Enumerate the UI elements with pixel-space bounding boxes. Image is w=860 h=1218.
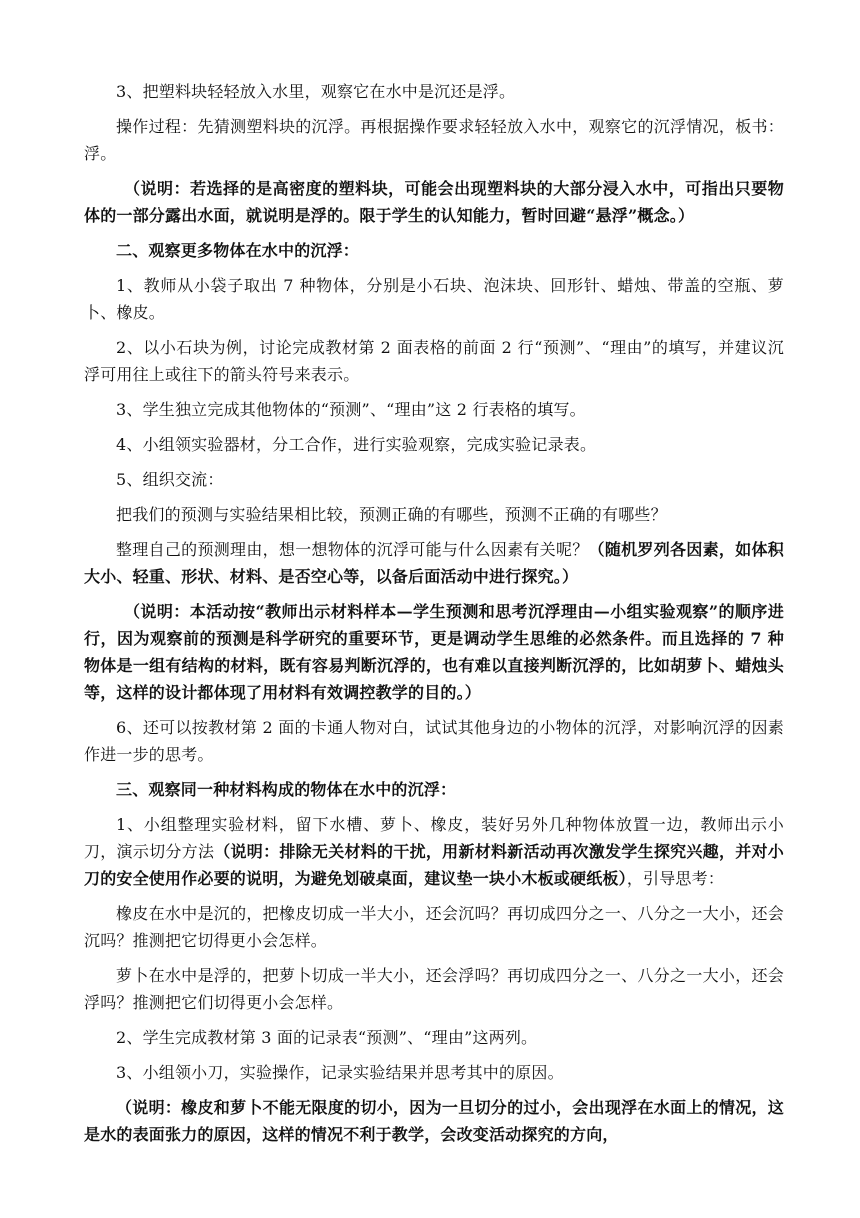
paragraph-radish: 萝卜在水中是浮的，把萝卜切成一半大小，还会浮吗？再切成四分之一、八分之一大小，还会浮吗？推测把它们切得更小会怎样。: [84, 966, 784, 1012]
paragraph-reasons: [84, 536, 784, 590]
paragraph-discussion: 2、以小石块为例，讨论完成教材第 2 面表格的前面 2 行“预测”、“理由”的填写，并建议沉浮可用往上或往下的箭头符号来表示。: [84, 338, 784, 384]
document-page: [84, 78, 784, 1156]
section-heading-2: 二、观察更多物体在水中的沉浮：: [116, 241, 360, 260]
paragraph-eraser: 橡皮在水中是沉的，把橡皮切成一半大小，还会沉吗？再切成四分之一、八分之一大小，还会沉吗？推测把它切得更小会怎样。: [84, 904, 784, 950]
note-surface-tension: （说明：橡皮和萝卜不能无限度的切小，因为一旦切分的过小，会出现浮在水面上的情况，这是水的表面张力的原因，这样的情况不利于教学，会改变活动探究的方向，: [84, 1098, 784, 1144]
paragraph-knife: 3、小组领小刀，实验操作，记录实验结果并思考其中的原因。: [116, 1063, 564, 1082]
paragraph-cartoon: 6、还可以按教材第 2 面的卡通人物对白，试试其他身边的小物体的沉浮，对影响沉浮的因素作进一步的思考。: [84, 718, 784, 764]
paragraph-compare: 把我们的预测与实验结果相比较，预测正确的有哪些，预测不正确的有哪些？: [116, 505, 667, 524]
note-plastic-block: （说明：若选择的是高密度的塑料块，可能会出现塑料块的大部分浸入水中，可指出只要物体的一部分露出水面，就说明是浮的。限于学生的认知能力，暂时回避“悬浮”概念。）: [84, 179, 784, 225]
paragraph-materials: [84, 811, 784, 892]
paragraph-procedure: 操作过程：先猜测塑料块的沉浮。再根据操作要求轻轻放入水中，观察它的沉浮情况，板书：浮。: [84, 117, 784, 163]
paragraph-record-table: 2、学生完成教材第 3 面的记录表“预测”、“理由”这两列。: [116, 1028, 538, 1047]
reasons-question: 整理自己的预测理由，想一想物体的沉浮可能与什么因素有关呢？: [116, 540, 589, 559]
materials-tail: ，引导思考：: [626, 869, 725, 888]
paragraph-group-experiment: 4、小组领实验器材，分工合作，进行实验观察，完成实验记录表。: [116, 435, 597, 454]
materials-note: （说明：排除无关材料的干扰，用新材料新活动再次激发学生探究兴趣，并对小刀的安全使用作必要的说明，为避免划破桌面，建议垫一块小木板或硬纸板）: [84, 842, 784, 888]
paragraph-step3: 3、把塑料块轻轻放入水里，观察它在水中是沉还是浮。: [116, 82, 516, 101]
paragraph-exchange: 5、组织交流：: [116, 470, 224, 489]
paragraph-objects: 1、教师从小袋子取出 7 种物体，分别是小石块、泡沫块、回形针、蜡烛、带盖的空瓶、萝卜、橡皮。: [84, 276, 784, 322]
section-heading-3: 三、观察同一种材料构成的物体在水中的沉浮：: [116, 780, 457, 799]
paragraph-student-fill: 3、学生独立完成其他物体的“预测”、“理由”这 2 行表格的填写。: [116, 400, 586, 419]
materials-text: 1、小组整理实验材料，留下水槽、萝卜、橡皮，装好另外几种物体放置一边，教师出示小刀，演示切分方法: [84, 815, 784, 861]
note-activity: （说明：本活动按“教师出示材料样本—学生预测和思考沉浮理由—小组实验观察”的顺序进行，因为观察前的预测是科学研究的重要环节，更是调动学生思维的必然条件。而且选择的 7 种物体是一组有结构的材料，既有容易判断沉浮的，也有难以直接判断沉浮的，比如胡萝卜、蜡烛头等，这样的设计都体现了用材料有效调控教学的目的。）: [84, 602, 784, 702]
reasons-note: （随机罗列各因素，如体积大小、轻重、形状、材料、是否空心等，以备后面活动中进行探究。）: [84, 540, 784, 586]
